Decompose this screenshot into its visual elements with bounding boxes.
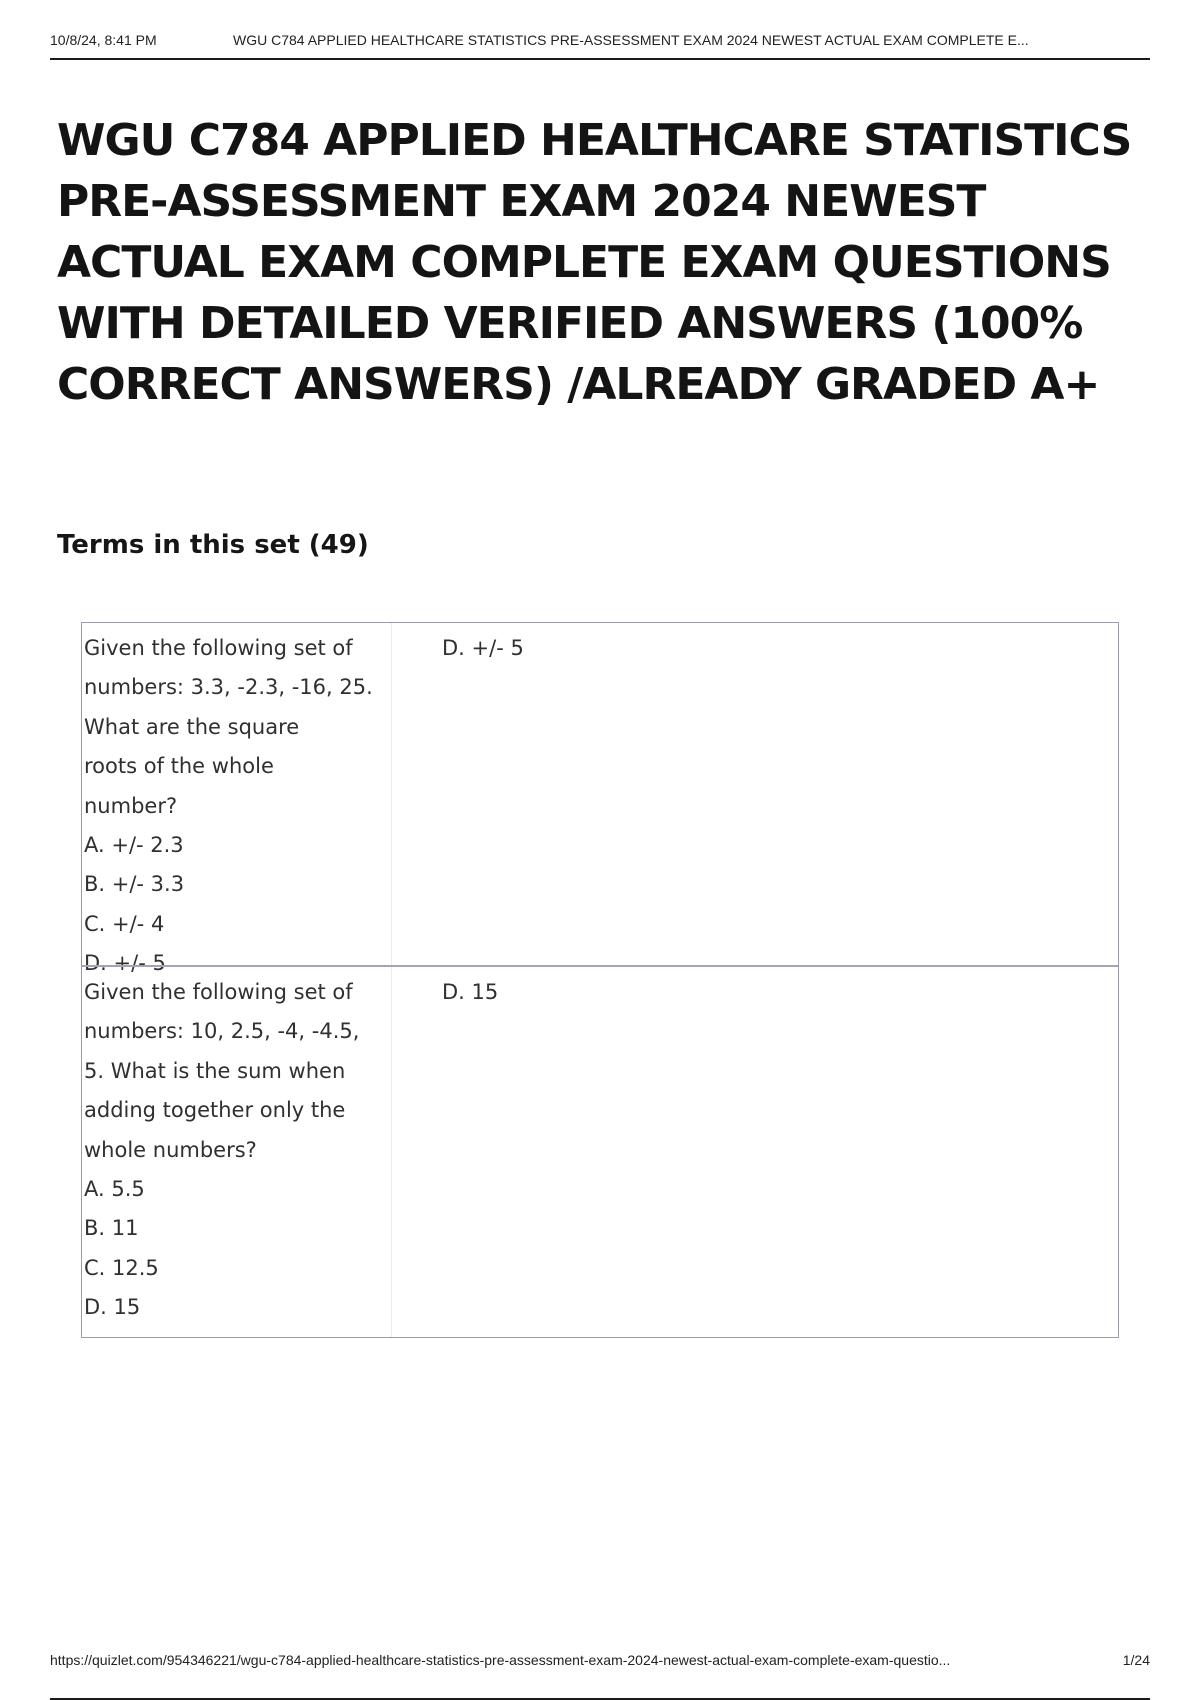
term-answer: D. +/- 5 (442, 636, 524, 660)
term-row (82, 623, 1118, 976)
page-number: 1/24 (1122, 1652, 1150, 1668)
print-header-title: WGU C784 APPLIED HEALTHCARE STATISTICS PRE-ASSESSMENT EXAM 2024 NEWEST ACTUAL EXAM COMPLETE E... (233, 32, 1029, 48)
print-footer (50, 1640, 1150, 1700)
print-footer-url: https://quizlet.com/954346221/wgu-c784-applied-healthcare-statistics-pre-assessment-exam-2024-newest-actual-exam-complete-exam-questio... (50, 1652, 951, 1668)
term-question (82, 623, 392, 976)
term-answer: D. 15 (442, 980, 499, 1004)
term-question-line: roots of the whole (84, 754, 274, 779)
term-question-line: whole numbers? (84, 1137, 257, 1162)
term-option: C. 12.5 (84, 1255, 159, 1280)
page-title-line: PRE-ASSESSMENT EXAM 2024 NEWEST (57, 176, 986, 227)
page-title-line: WITH DETAILED VERIFIED ANSWERS (100% (57, 298, 1083, 349)
term-option: D. 15 (84, 1295, 141, 1320)
print-header (50, 28, 1150, 60)
term-option: B. +/- 3.3 (84, 872, 185, 897)
term-question-line: What are the square (84, 714, 300, 739)
term-option: B. 11 (84, 1216, 139, 1241)
term-question-line: 5. What is the sum when (84, 1058, 346, 1083)
term-option: C. +/- 4 (84, 911, 165, 936)
term-question-line: Given the following set of (84, 980, 353, 1004)
terms-heading: Terms in this set (49) (57, 530, 369, 560)
term-question-line: number? (84, 793, 178, 818)
page-title (57, 110, 1137, 415)
term-option: A. +/- 2.3 (84, 833, 184, 858)
page-title-line: CORRECT ANSWERS) /ALREADY GRADED A+ (57, 359, 1100, 410)
print-date: 10/8/24, 8:41 PM (50, 32, 157, 48)
term-question-line: Given the following set of (84, 636, 353, 660)
terms-table (81, 622, 1119, 1338)
term-question-line: numbers: 3.3, -2.3, -16, 25. (84, 675, 373, 700)
term-row (82, 965, 1118, 1337)
term-option: A. 5.5 (84, 1177, 145, 1202)
page-title-line: WGU C784 APPLIED HEALTHCARE STATISTICS (57, 115, 1132, 166)
page-title-line: ACTUAL EXAM COMPLETE EXAM QUESTIONS (57, 237, 1111, 288)
term-question-line: numbers: 10, 2.5, -4, -4.5, (84, 1019, 360, 1044)
term-question-line: adding together only the (84, 1098, 346, 1123)
term-question (82, 967, 392, 1337)
term-option: D. +/- 5 (84, 951, 166, 976)
